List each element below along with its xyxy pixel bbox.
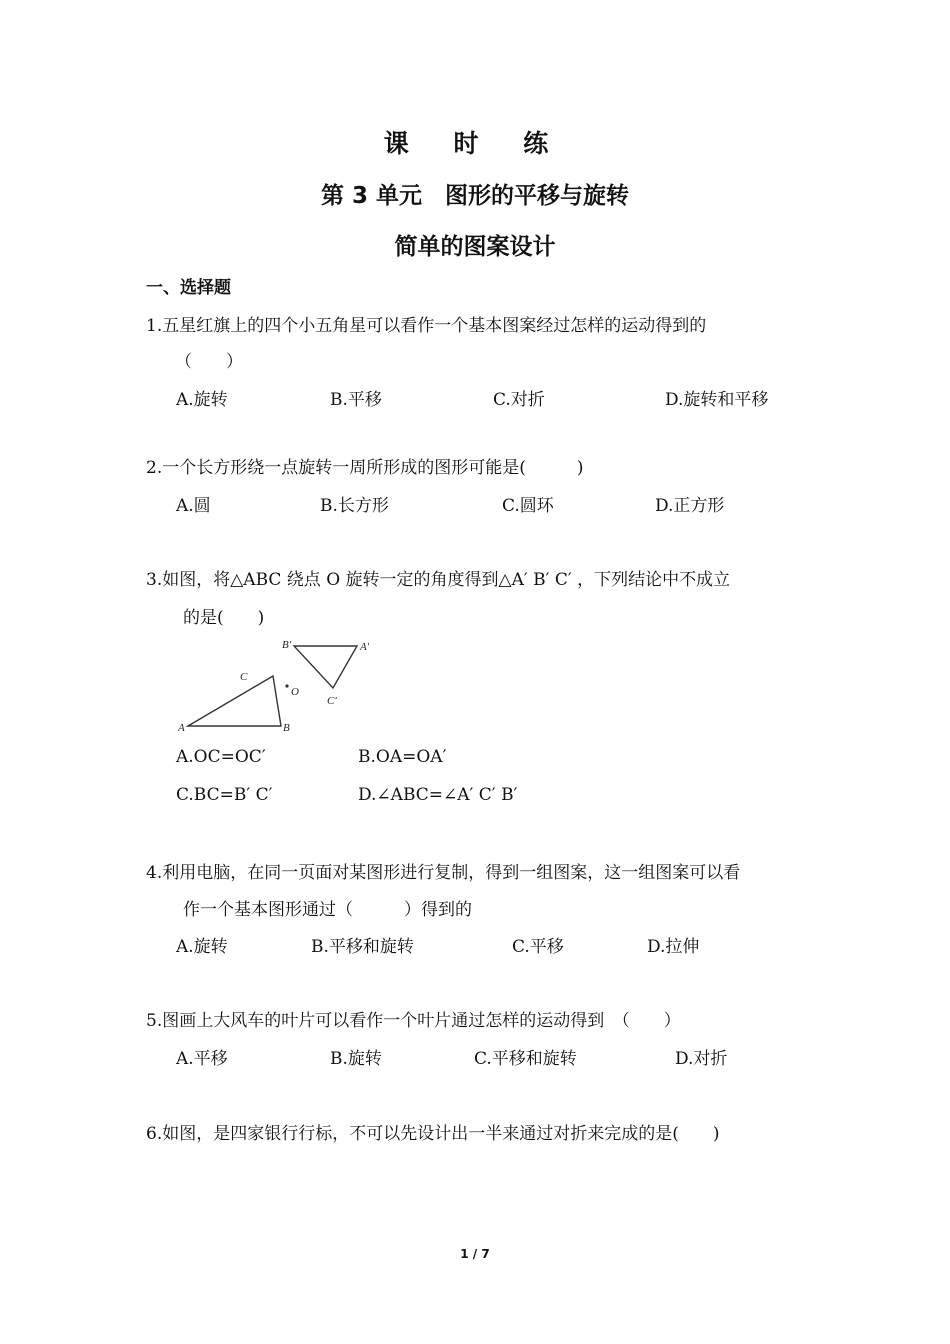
- label-a: A: [178, 722, 185, 734]
- label-c-prime: C′: [327, 695, 337, 707]
- question-2-option-d: D.正方形: [655, 496, 725, 516]
- question-4-option-c: C.平移: [512, 937, 564, 957]
- point-o: [285, 684, 288, 687]
- question-2-option-a: A.圆: [176, 496, 211, 516]
- page-number: 1 / 7: [460, 1247, 490, 1261]
- question-4-option-a: A.旋转: [176, 937, 228, 957]
- question-4-option-d: D.拉伸: [647, 937, 700, 957]
- question-5-option-a: A.平移: [176, 1049, 228, 1069]
- question-1-option-b: B.平移: [330, 390, 382, 410]
- unit-title: 第 3 单元 图形的平移与旋转: [320, 183, 630, 209]
- question-6-line-1: 6.如图，是四家银行行标，不可以先设计出一半来通过对折来完成的是( ): [146, 1124, 720, 1144]
- question-3-line-2: 的是( ): [183, 608, 265, 628]
- label-c: C: [240, 671, 248, 683]
- question-5-option-c: C.平移和旋转: [474, 1049, 577, 1069]
- question-3-option-a: A.OC=OC′: [176, 747, 266, 767]
- question-2-option-b: B.长方形: [320, 496, 389, 516]
- label-b: B: [283, 722, 290, 734]
- question-2-option-c: C.圆环: [502, 496, 554, 516]
- question-3-option-b: B.OA=OA′: [358, 747, 447, 767]
- question-4-line-2: 作一个基本图形通过（ ）得到的: [183, 900, 472, 920]
- question-2-line-1: 2.一个长方形绕一点旋转一周所形成的图形可能是( ): [146, 458, 584, 478]
- question-3-line-1: 3.如图，将△ABC 绕点 O 旋转一定的角度得到△A′ B′ C′ ，下列结论中不成立: [146, 570, 731, 590]
- section-heading: 一、选择题: [146, 278, 231, 298]
- lesson-title: 简单的图案设计: [394, 234, 556, 260]
- question-5-option-b: B.旋转: [330, 1049, 382, 1069]
- question-4-option-b: B.平移和旋转: [311, 937, 414, 957]
- question-3-option-d: D.∠ABC=∠A′ C′ B′: [358, 785, 518, 805]
- question-1-line-1: 1.五星红旗上的四个小五角星可以看作一个基本图案经过怎样的运动得到的: [146, 316, 707, 336]
- page-title: 课 时 练: [383, 129, 567, 158]
- question-5-line-1: 5.图画上大风车的叶片可以看作一个叶片通过怎样的运动得到 （ ）: [146, 1011, 681, 1031]
- triangle-abc: [188, 676, 281, 726]
- question-1-option-d: D.旋转和平移: [665, 390, 769, 410]
- question-5-option-d: D.对折: [675, 1049, 728, 1069]
- triangle-a-prime-b-prime-c-prime: [294, 646, 357, 688]
- question-1-line-2: （ ）: [175, 352, 243, 372]
- triangle-rotation-figure: [170, 632, 410, 737]
- question-1-option-c: C.对折: [493, 390, 545, 410]
- question-1-option-a: A.旋转: [176, 390, 228, 410]
- label-o: O: [291, 686, 299, 698]
- label-a-prime: A′: [360, 641, 370, 653]
- label-b-prime: B′: [282, 639, 292, 651]
- question-3-option-c: C.BC=B′ C′: [176, 785, 273, 805]
- question-4-line-1: 4.利用电脑，在同一页面对某图形进行复制，得到一组图案，这一组图案可以看: [146, 863, 741, 883]
